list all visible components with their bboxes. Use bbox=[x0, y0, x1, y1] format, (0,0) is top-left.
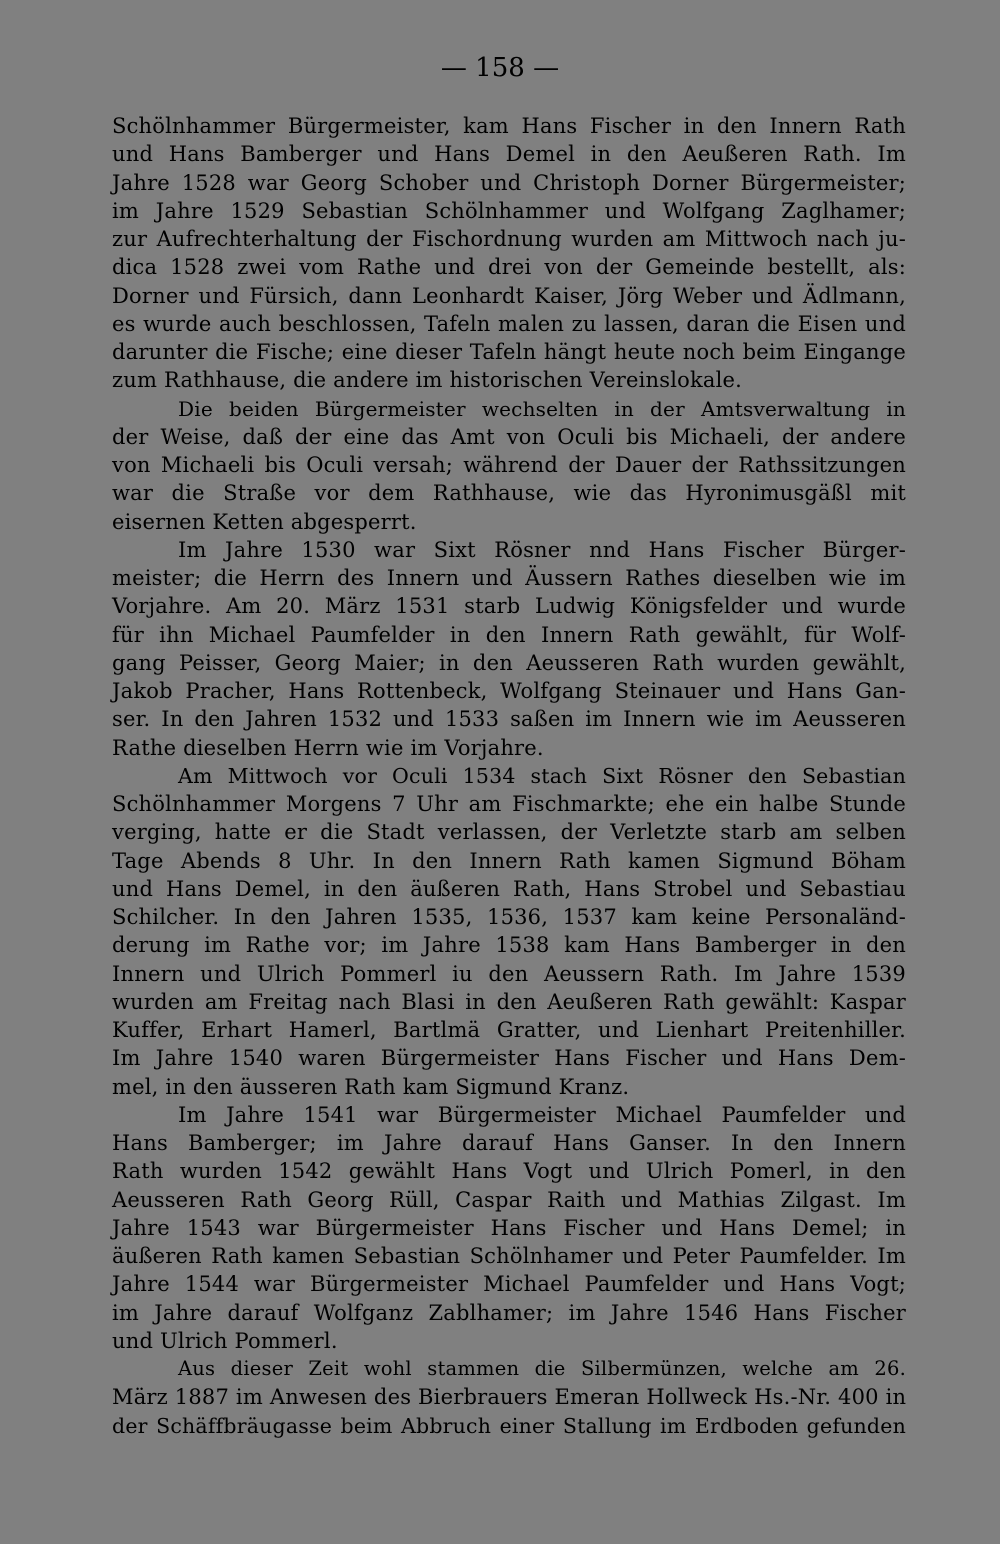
text-line: meister; die Herrn des Innern und Äussern Rathes dieselben wie im bbox=[112, 566, 906, 590]
text-line: Im Jahre 1540 waren Bürgermeister Hans Fischer und Hans Dem- bbox=[112, 1046, 906, 1071]
text-line: März 1887 im Anwesen des Bierbrauers Emeran Hollweck Hs.-Nr. 400 in bbox=[112, 1385, 907, 1410]
text-line: Tage Abends 8 Uhr. In den Innern Rath kamen Sigmund Böham bbox=[112, 848, 906, 873]
page-number: — 158 — bbox=[440, 53, 560, 83]
text-line: äußeren Rath kamen Sebastian Schölnhamer und Peter Paumfelder. Im bbox=[112, 1244, 906, 1268]
text-line: zum Rathhause, die andere im historischen Vereinslokale. bbox=[112, 368, 743, 393]
text-line: darunter die Fische; eine dieser Tafeln hängt heute noch beim Eingange bbox=[112, 340, 906, 364]
text-line: Jahre 1528 war Georg Schober und Christoph Dorner Bürgermeister; bbox=[112, 170, 906, 195]
text-line: im Jahre darauf Wolfganz Zablhamer; im Jahre 1546 Hans Fischer bbox=[112, 1300, 906, 1325]
text-line: und Hans Bamberger und Hans Demel in den Aeußeren Rath. Im bbox=[112, 142, 906, 167]
text-line: eisernen Ketten abgesperrt. bbox=[112, 509, 417, 534]
text-line: gang Peisser, Georg Maier; in den Aeusseren Rath wurden gewählt, bbox=[112, 650, 906, 675]
text-line: und Hans Demel, in den äußeren Rath, Hans Strobel und Sebastiau bbox=[112, 876, 906, 901]
text-line: und Ulrich Pommerl. bbox=[112, 1328, 338, 1353]
paragraph-first-line: Aus dieser Zeit wohl stammen die Silbermünzen, welche am 26. bbox=[178, 1357, 906, 1380]
text-line: derung im Rathe vor; im Jahre 1538 kam Hans Bamberger in den bbox=[112, 933, 906, 958]
text-line: Innern und Ulrich Pommerl iu den Aeussern Rath. Im Jahre 1539 bbox=[112, 961, 906, 986]
text-line: Hans Bamberger; im Jahre darauf Hans Ganser. In den Innern bbox=[112, 1131, 906, 1155]
text-line: zur Aufrechterhaltung der Fischordnung wurden am Mittwoch nach ju- bbox=[112, 227, 906, 251]
paragraph-first-line: Die beiden Bürgermeister wechselten in der Amtsverwaltung in bbox=[178, 396, 906, 421]
body-text bbox=[112, 112, 906, 1440]
text-line: für ihn Michael Paumfelder in den Innern Rath gewählt, für Wolf- bbox=[112, 622, 906, 647]
text-line: Jakob Pracher, Hans Rottenbeck, Wolfgang Steinauer und Hans Gan- bbox=[112, 679, 906, 703]
text-line: mel, in den äusseren Rath kam Sigmund Kranz. bbox=[112, 1074, 630, 1099]
text-line: Rathe dieselben Herrn wie im Vorjahre. bbox=[112, 735, 544, 760]
text-line: verging, hatte er die Stadt verlassen, der Verletzte starb am selben bbox=[112, 820, 906, 845]
text-line: Vorjahre. Am 20. März 1531 starb Ludwig Königsfelder und wurde bbox=[112, 594, 906, 619]
text-line: Jahre 1544 war Bürgermeister Michael Paumfelder und Hans Vogt; bbox=[112, 1272, 906, 1297]
text-line: ser. In den Jahren 1532 und 1533 saßen im Innern wie im Aeusseren bbox=[112, 707, 906, 732]
text-line: der Weise, daß der eine das Amt von Oculi bis Michaeli, der andere bbox=[112, 424, 906, 449]
text-line: im Jahre 1529 Sebastian Schölnhammer und Wolfgang Zaglhamer; bbox=[112, 198, 906, 223]
text-line: Kuffer, Erhart Hamerl, Bartlmä Gratter, und Lienhart Preitenhiller. bbox=[112, 1018, 906, 1042]
text-line: Aeusseren Rath Georg Rüll, Caspar Raith und Mathias Zilgast. Im bbox=[112, 1187, 906, 1212]
text-line: dica 1528 zwei vom Rathe und drei von der Gemeinde bestellt, als: bbox=[112, 255, 906, 280]
text-line: war die Straße vor dem Rathhause, wie das Hyronimusgäßl mit bbox=[112, 481, 906, 506]
text-line: Dorner und Fürsich, dann Leonhardt Kaiser, Jörg Weber und Ädlmann, bbox=[112, 283, 906, 308]
text-line: der Schäffbräugasse beim Abbruch einer Stallung im Erdboden gefunden bbox=[112, 1413, 906, 1438]
text-line: es wurde auch beschlossen, Tafeln malen zu lassen, daran die Eisen und bbox=[112, 311, 906, 336]
paragraph-first-line: Im Jahre 1541 war Bürgermeister Michael Paumfelder und bbox=[178, 1102, 906, 1127]
text-line: Jahre 1543 war Bürgermeister Hans Fischer und Hans Demel; in bbox=[112, 1215, 906, 1240]
text-line: Schilcher. In den Jahren 1535, 1536, 1537 kam keine Personaländ- bbox=[112, 905, 906, 929]
paragraph-first-line: Im Jahre 1530 war Sixt Rösner nnd Hans Fischer Bürger- bbox=[178, 537, 906, 562]
paragraph-first-line: Am Mittwoch vor Oculi 1534 stach Sixt Rösner den Sebastian bbox=[178, 763, 906, 788]
text-line: Schölnhammer Bürgermeister, kam Hans Fischer in den Innern Rath bbox=[112, 114, 906, 138]
text-line: Rath wurden 1542 gewählt Hans Vogt und Ulrich Pomerl, in den bbox=[112, 1159, 906, 1184]
text-line: wurden am Freitag nach Blasi in den Aeußeren Rath gewählt: Kaspar bbox=[112, 989, 906, 1014]
text-line: Schölnhammer Morgens 7 Uhr am Fischmarkte; ehe ein halbe Stunde bbox=[112, 792, 906, 816]
text-line: von Michaeli bis Oculi versah; während der Dauer der Rathssitzungen bbox=[112, 453, 906, 477]
